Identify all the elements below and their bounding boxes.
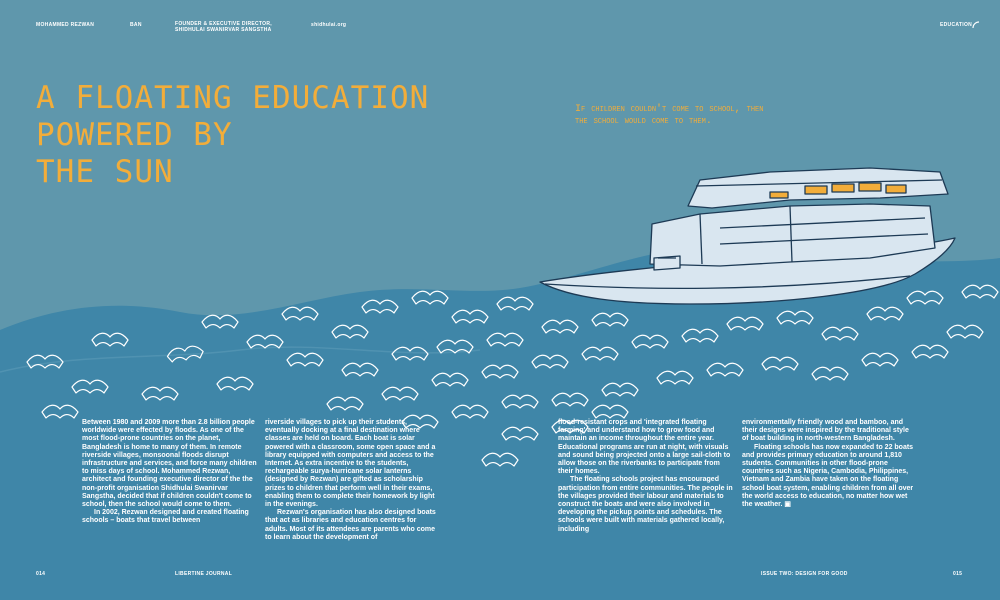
footer-journal: LIBERTINE JOURNAL xyxy=(175,571,233,577)
paragraph: riverside villages to pick up their students, eventually docking at a final destination where classes are held on board. Each boat is solar powered with a classroom, some open space and a library equipped with computers and access to the Internet. As extra incentive to the students, rechargeable surya-hurricane solar lanterns (designed by Rezwan) are gifted as scholarship prizes to children that perform well in their exams, enabling them to complete their homework by light in the evenings. xyxy=(265,419,436,509)
paragraph: flood-resistant crops and 'integrated floating farming' and understand how to grow food and maintain an income throughout the entire year. Educational programs are run at night, with visuals and sound being projected onto a large sail-cloth to allow those on the riverbanks to participate from their homes. xyxy=(558,419,731,476)
paragraph: Floating schools has now expanded to 22 boats and provides primary education to around 1,810 students. Communities in other flood-prone countries such as Nigeria, Cambodia, Philippines, Vietnam and Zambia have taken on the floating school boat system, enabling children from all over the world access to education, no matter how wet the weather. ▣ xyxy=(742,443,914,509)
boat xyxy=(540,168,955,304)
body-column-4 xyxy=(742,419,917,509)
header-role-line1: FOUNDER & EXECUTIVE DIRECTOR, xyxy=(175,21,272,27)
footer-issue: ISSUE TWO: DESIGN FOR GOOD xyxy=(761,571,848,577)
title-line-3: THE SUN xyxy=(36,154,174,190)
header-country: BAN xyxy=(130,22,142,28)
body-column-1 xyxy=(82,419,257,526)
header-role xyxy=(175,21,272,33)
paragraph: The floating schools project has encouraged participation from entire communities. The people in the villages provided their labour and materials to construct the boats and were also involved in developing the pickup points and schedules. The schools were built with materials gathered locally, including xyxy=(558,476,733,533)
paragraph: environmentally friendly wood and bamboo, and their designs were inspired by the traditional style of boat building in north-western Bangladesh. xyxy=(742,419,909,443)
solar-panel xyxy=(805,186,827,194)
body-column-3 xyxy=(558,419,733,534)
body-column-2 xyxy=(265,419,440,542)
page-number-right: 015 xyxy=(953,571,963,577)
page-number-left: 014 xyxy=(36,571,46,577)
header-website: shidhulai.org xyxy=(311,22,347,28)
pull-quote: If children couldn't come to school, then the school would come to them. xyxy=(575,104,764,127)
header-section: EDUCATION xyxy=(940,22,973,28)
paragraph: Rezwan's organisation has also designed boats that act as libraries and education centres for adults. Most of its attendees are parents who come to learn about the development of xyxy=(265,509,436,541)
header-role-line2: SHIDHULAI SWANIRVAR SANGSTHA xyxy=(175,27,272,33)
paragraph: In 2002, Rezwan designed and created floating schools – boats that travel between xyxy=(82,509,249,525)
paragraph: Between 1980 and 2009 more than 2.8 billion people worldwide were effected by floods. As one of the most flood-prone countries on the planet, Bangladesh is home to many of them. In remote riverside villages, monsoonal floods disrupt infrastructure and services, and force many children to miss days of school. Mohammed Rezwan, architect and founding executive director of the the non-profit organisation Shidhulai Swanirvar Sangstha, decided that if children couldn't come to school, then the school would come to them. xyxy=(82,419,257,509)
section-arc-icon xyxy=(971,20,981,30)
article-title xyxy=(36,80,429,191)
header-author: MOHAMMED REZWAN xyxy=(36,22,95,28)
title-line-1: A FLOATING EDUCATION xyxy=(36,80,430,116)
title-line-2: POWERED BY xyxy=(36,117,233,153)
